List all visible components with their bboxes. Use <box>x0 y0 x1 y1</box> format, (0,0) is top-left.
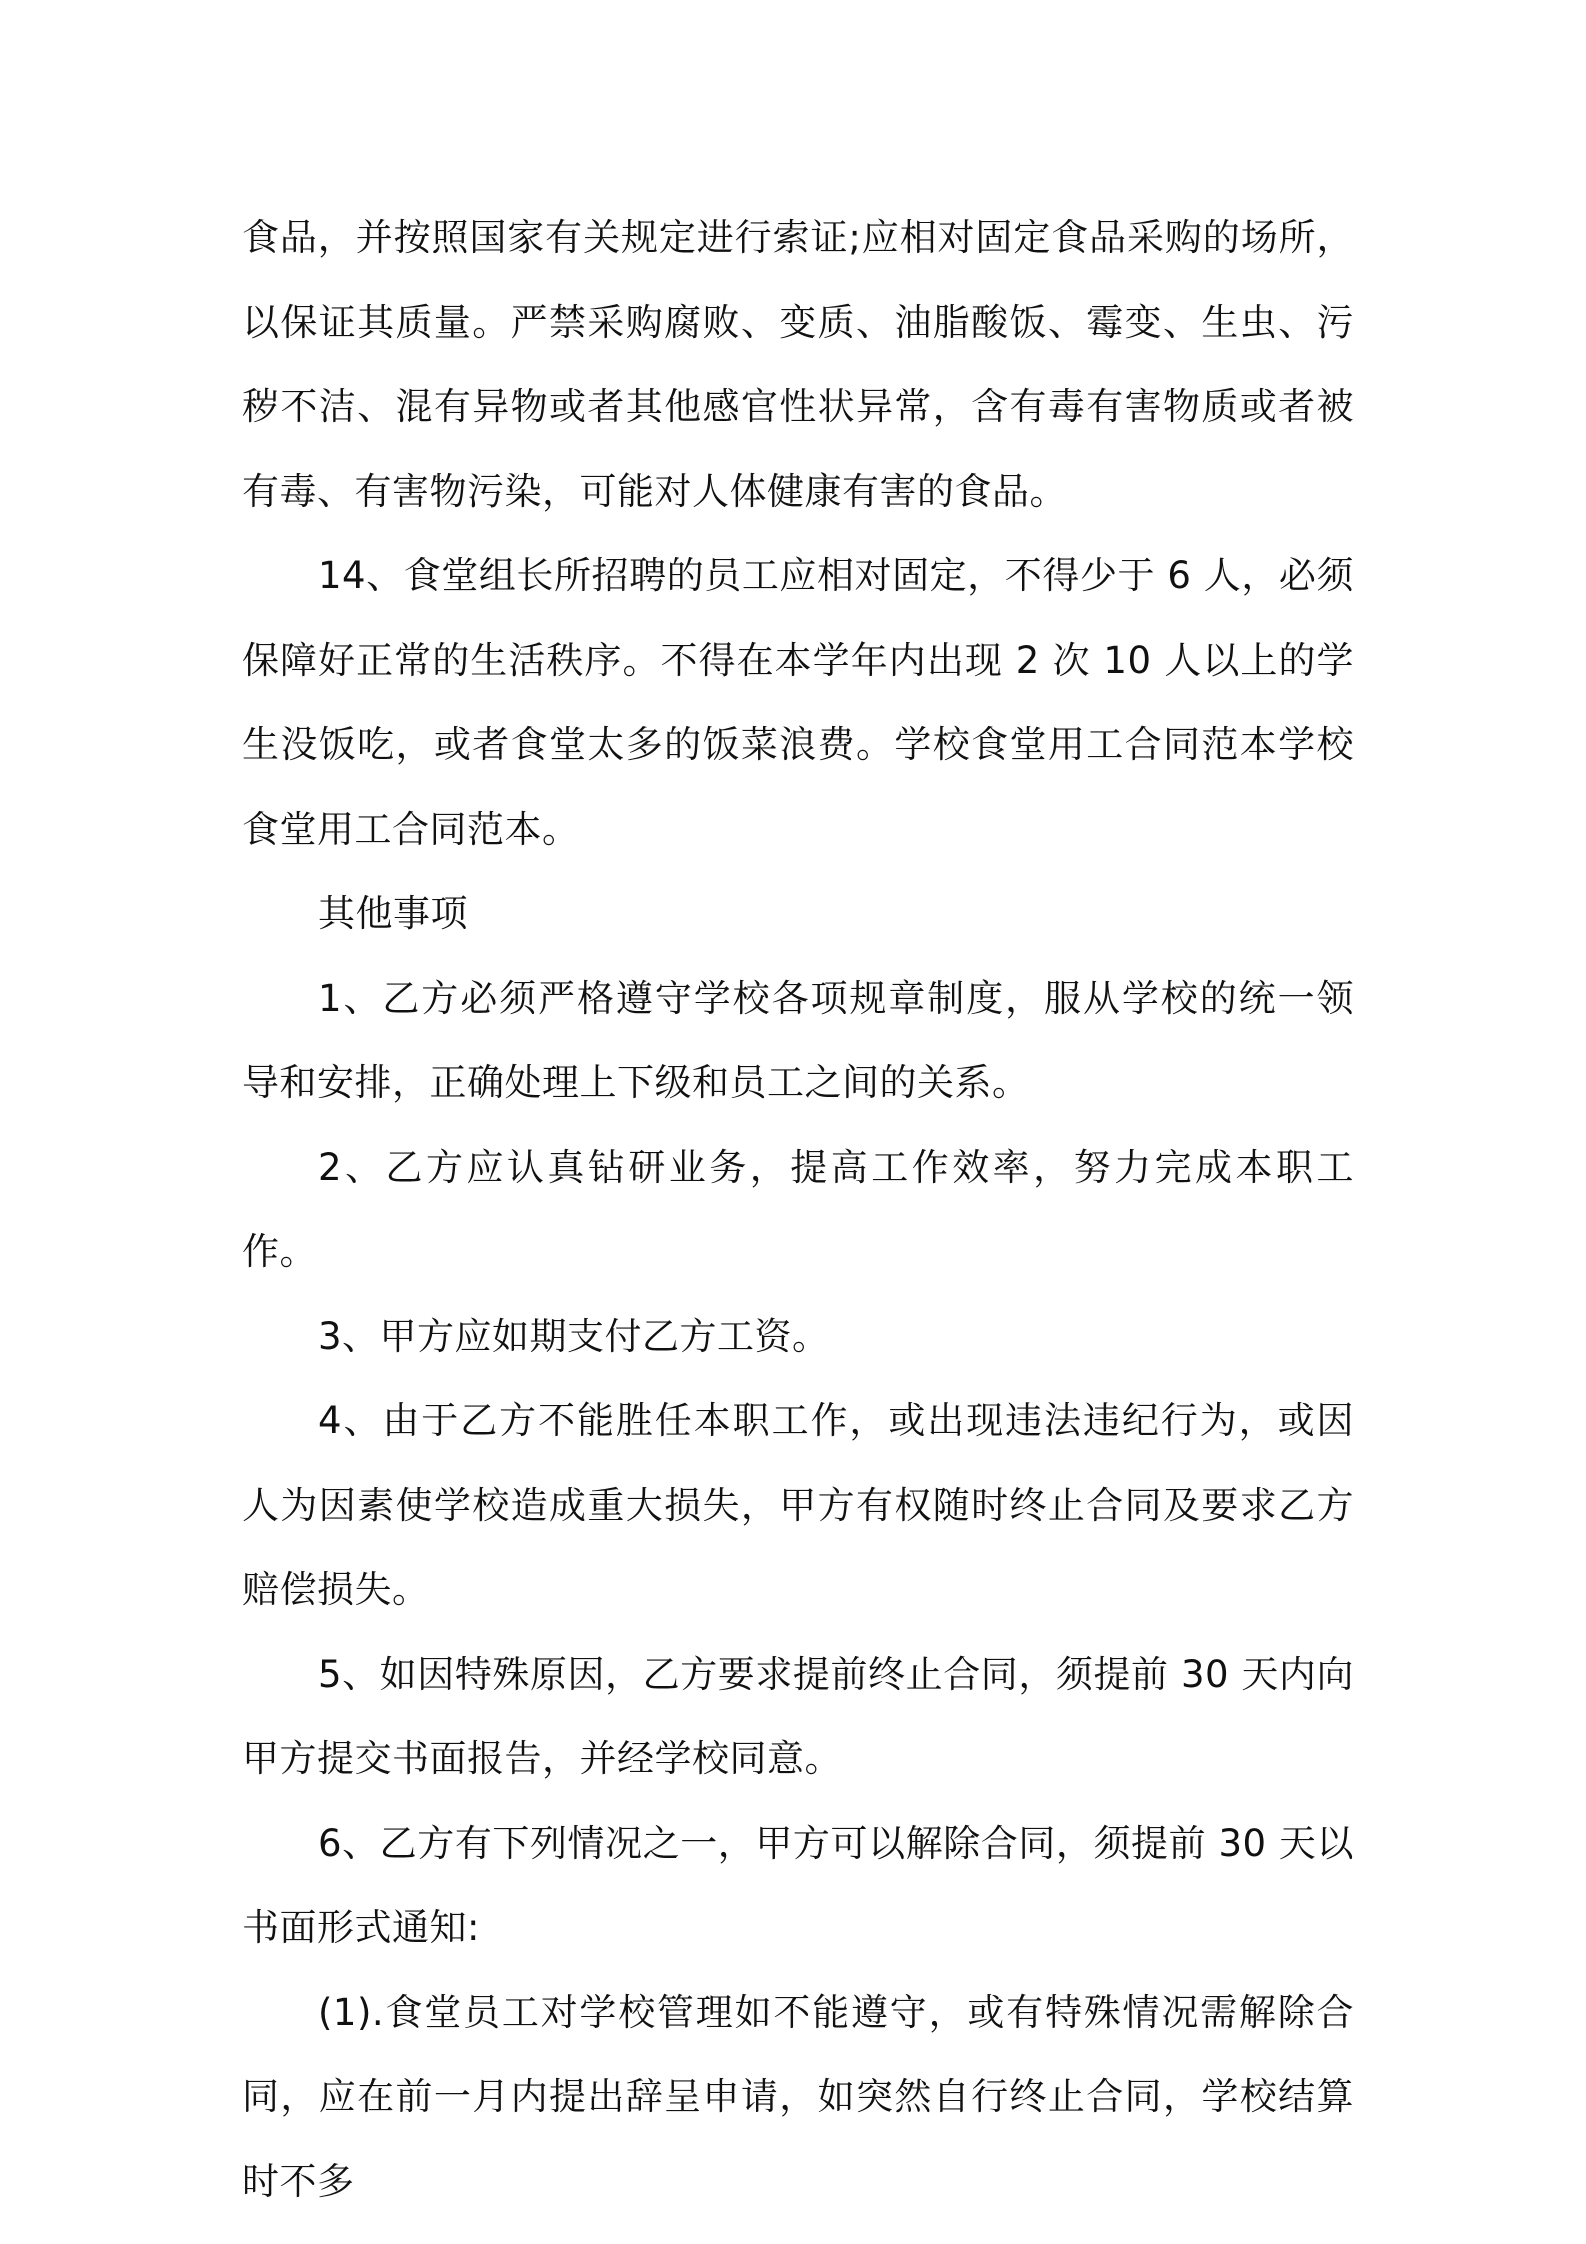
paragraph-food-procurement: 食品，并按照国家有关规定进行索证;应相对固定食品采购的场所，以保证其质量。严禁采购腐败、变质、油脂酸饭、霉变、生虫、污秽不洁、混有异物或者其他感官性状异常，含有毒有害物质或者被有毒、有害物污染，可能对人体健康有害的食品。 <box>242 216 1354 513</box>
section-heading-other-matters: 其他事项 <box>318 892 468 935</box>
paragraph-clause-14: 14、食堂组长所招聘的员工应相对固定，不得少于 6 人，必须保障好正常的生活秩序。不得在本学年内出现 2 次 10 人以上的学生没饭吃，或者食堂太多的饭菜浪费。学校食堂用工合同范本学校食堂用工合同范本。 <box>242 554 1354 851</box>
document-body <box>242 196 1354 2224</box>
paragraph-item-6: 6、乙方有下列情况之一，甲方可以解除合同，须提前 30 天以书面形式通知: <box>242 1821 1354 1949</box>
paragraph-sub-item-1: (1).食堂员工对学校管理如不能遵守，或有特殊情况需解除合同，应在前一月内提出辞呈申请，如突然自行终止合同，学校结算时不多 <box>242 1990 1354 2203</box>
paragraph-item-3: 3、甲方应如期支付乙方工资。 <box>318 1314 830 1358</box>
paragraph-item-5: 5、如因特殊原因，乙方要求提前终止合同，须提前 30 天内向甲方提交书面报告，并经学校同意。 <box>242 1652 1354 1780</box>
paragraph-item-1: 1、乙方必须严格遵守学校各项规章制度，服从学校的统一领导和安排，正确处理上下级和员工之间的关系。 <box>242 976 1354 1104</box>
paragraph-item-2: 2、乙方应认真钻研业务，提高工作效率，努力完成本职工作。 <box>242 1145 1354 1273</box>
paragraph-item-4: 4、由于乙方不能胜任本职工作，或出现违法违纪行为，或因人为因素使学校造成重大损失，甲方有权随时终止合同及要求乙方赔偿损失。 <box>242 1399 1354 1611</box>
